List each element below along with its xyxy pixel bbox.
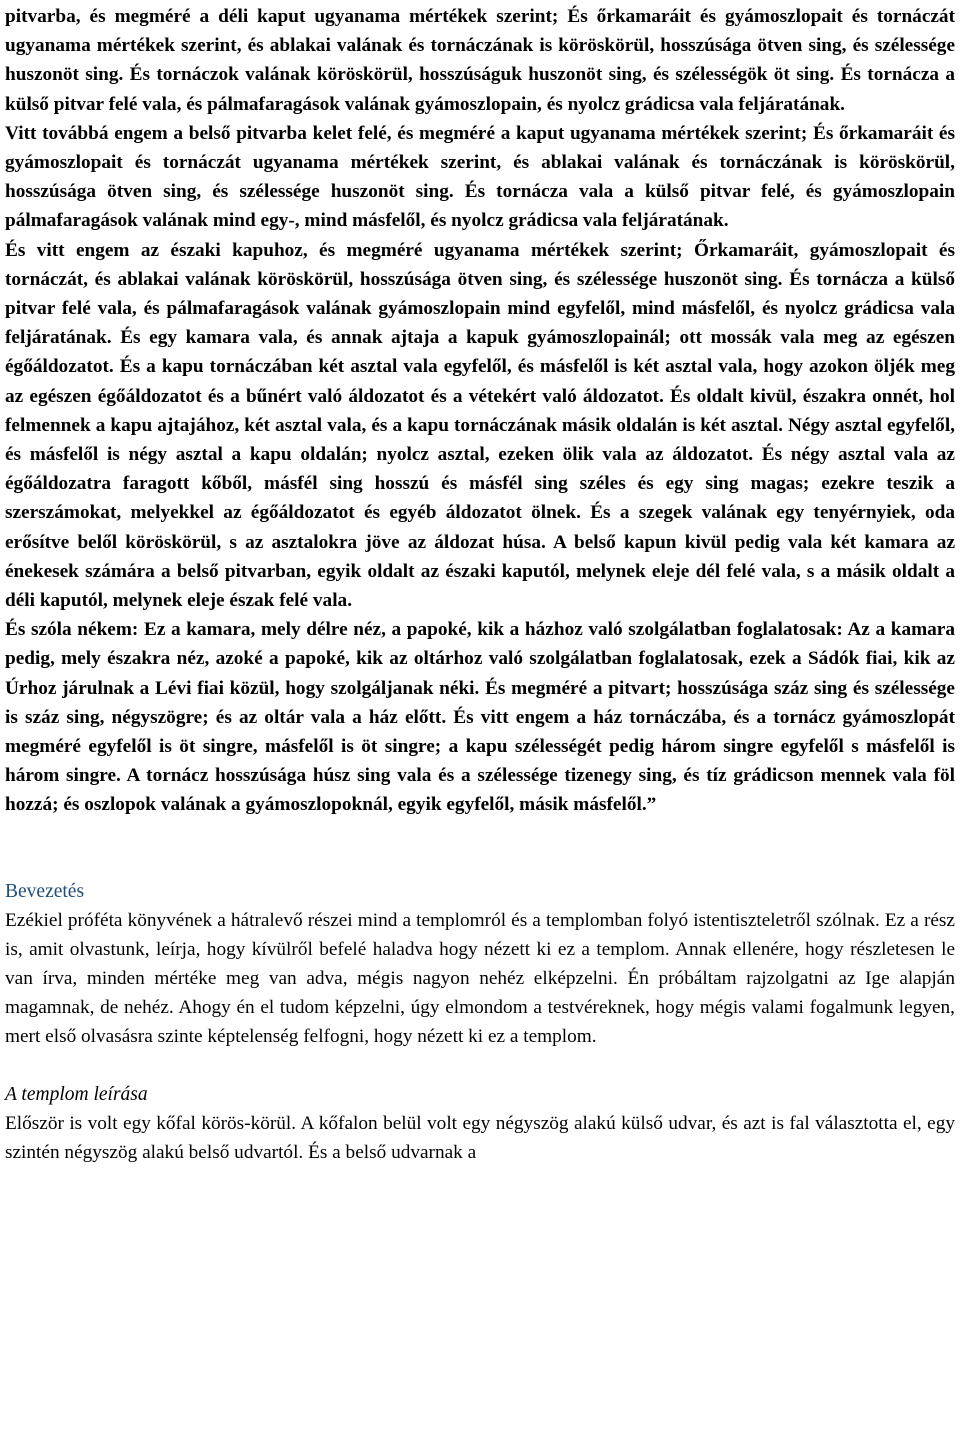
document-page <box>5 0 955 1167</box>
scripture-paragraph-3: És vitt engem az északi kapuhoz, és megméré ugyanama mértékek szerint; Őrkamaráit, gyámoszlopait és tornáczát, és ablakai valának köröskörül, hosszúsága ötven sing, és szélessége huszonöt sing. És tornácza a külső pitvar felé vala, és pálmafaragások valának gyámoszlopain mind egyfelől, mind másfelől, és nyolcz grádicsa vala feljáratának. És egy kamara vala, és annak ajtaja a kapuk gyámoszlopainál; ott mossák vala meg az egészen égőáldozatot. És a kapu tornáczában két asztal vala egyfelől, és másfelől is két asztal vala, hogy azokon öljék meg az egészen égőáldozatot és a bűnért való áldozatot és a vétekért való áldozatot. És oldalt kivül, északra onnét, hol felmennek a kapu ajtajához, két asztal vala, és a kapu tornáczának másik oldalán is két asztal. Négy asztal egyfelől, és másfelől is négy asztal a kapu oldalán; nyolcz asztal, ezeken ölik vala az áldozatot. És négy asztal vala az égőáldozatra faragott kőből, másfél sing hosszú és másfél sing széles és egy sing magas; ezekre teszik a szerszámokat, melyekkel az égőáldozatot és egyéb áldozatot ölnek. És a szegek valának egy tenyérnyiek, oda erősítve belől köröskörül, s az asztalokra jöve az áldozat húsa. A belső kapun kivül pedig vala két kamara az énekesek számára a belső pitvarban, egyik oldalt az északi kaputól, melynek eleje dél felé vala, s a másik oldalt a déli kaputól, melynek eleje észak felé vala. <box>5 239 955 612</box>
temple-heading: A templom leírása <box>5 1083 148 1105</box>
scripture-paragraph-1: pitvarba, és megméré a déli kaput ugyanama mértékek szerint; És őrkamaráit és gyámoszlopait és tornáczát ugyanama mértékek szerint, és ablakai valának és tornáczának is köröskörül, hosszúsága ötven sing, és szélessége huszonöt sing. És tornáczok valának köröskörül, hosszúságuk huszonöt sing, és szélességök öt sing. És tornácza a külső pitvar felé vala, és pálmafaragások valának gyámoszlopain, és nyolcz grádicsa vala feljáratának. <box>5 6 955 115</box>
intro-section <box>5 877 955 1051</box>
intro-heading: Bevezetés <box>5 880 85 902</box>
scripture-quote <box>5 0 955 820</box>
temple-section <box>5 1080 955 1167</box>
temple-text: Először is volt egy kőfal körös-körül. A kőfalon belül volt egy négyszög alakú külső udvar, és azt is fal választotta el, egy szintén négyszög alakú belső udvartól. És a belső udvarnak a <box>5 1112 955 1163</box>
intro-text: Ezékiel próféta könyvének a hátralevő részei mind a templomról és a templomban folyó istentiszteletről szólnak. Ez a rész is, amit olvastunk, leírja, hogy kívülről befelé haladva hogy nézett ki ez a templom. Annak ellenére, hogy részletesen le van írva, minden mértéke meg van adva, mégis nagyon nehéz elképzelni. Én próbáltam rajzolgatni az Ige alapján magamnak, de nehéz. Ahogy én el tudom képzelni, úgy elmondom a testvéreknek, hogy mégis valami fogalmunk legyen, mert első olvasásra szinte képtelenség felfogni, hogy nézett ki ez a templom. <box>5 909 955 1047</box>
scripture-paragraph-4: És szóla nékem: Ez a kamara, mely délre néz, a papoké, kik a házhoz való szolgálatban foglalatosak: Az a kamara pedig, mely északra néz, azoké a papoké, kik az oltárhoz való szolgálatban foglalatosak, ezek a Sádók fiai, kik az Úrhoz járulnak a Lévi fiai közül, hogy szolgáljanak néki. És megméré a pitvart; hosszúsága száz sing és szélessége is száz sing, négyszögre; és az oltár vala a ház előtt. És vitt engem a ház tornáczába, és a tornácz gyámoszlopát megméré egyfelől is öt singre, másfelől is öt singre; a kapu szélességét pedig három singre egyfelől s másfelől is három singre. A tornácz hosszúsága húsz sing vala és a szélessége tizenegy sing, és tíz grádicson mennek vala föl hozzá; és oszlopok valának a gyámoszlopoknál, egyik egyfelől, másik másfelől.” <box>5 619 955 816</box>
scripture-paragraph-2: Vitt továbbá engem a belső pitvarba kelet felé, és megméré a kaput ugyanama mértékek szerint; És őrkamaráit és gyámoszlopait és tornáczát ugyanama mértékek szerint, és ablakai valának és tornáczának is köröskörül, hosszúsága ötven sing, és szélessége huszonöt sing. És tornácza vala a külső pitvar felé, és gyámoszlopain pálmafaragások valának mind egy-, mind másfelől, és nyolcz grádicsa vala feljáratának. <box>5 122 955 232</box>
